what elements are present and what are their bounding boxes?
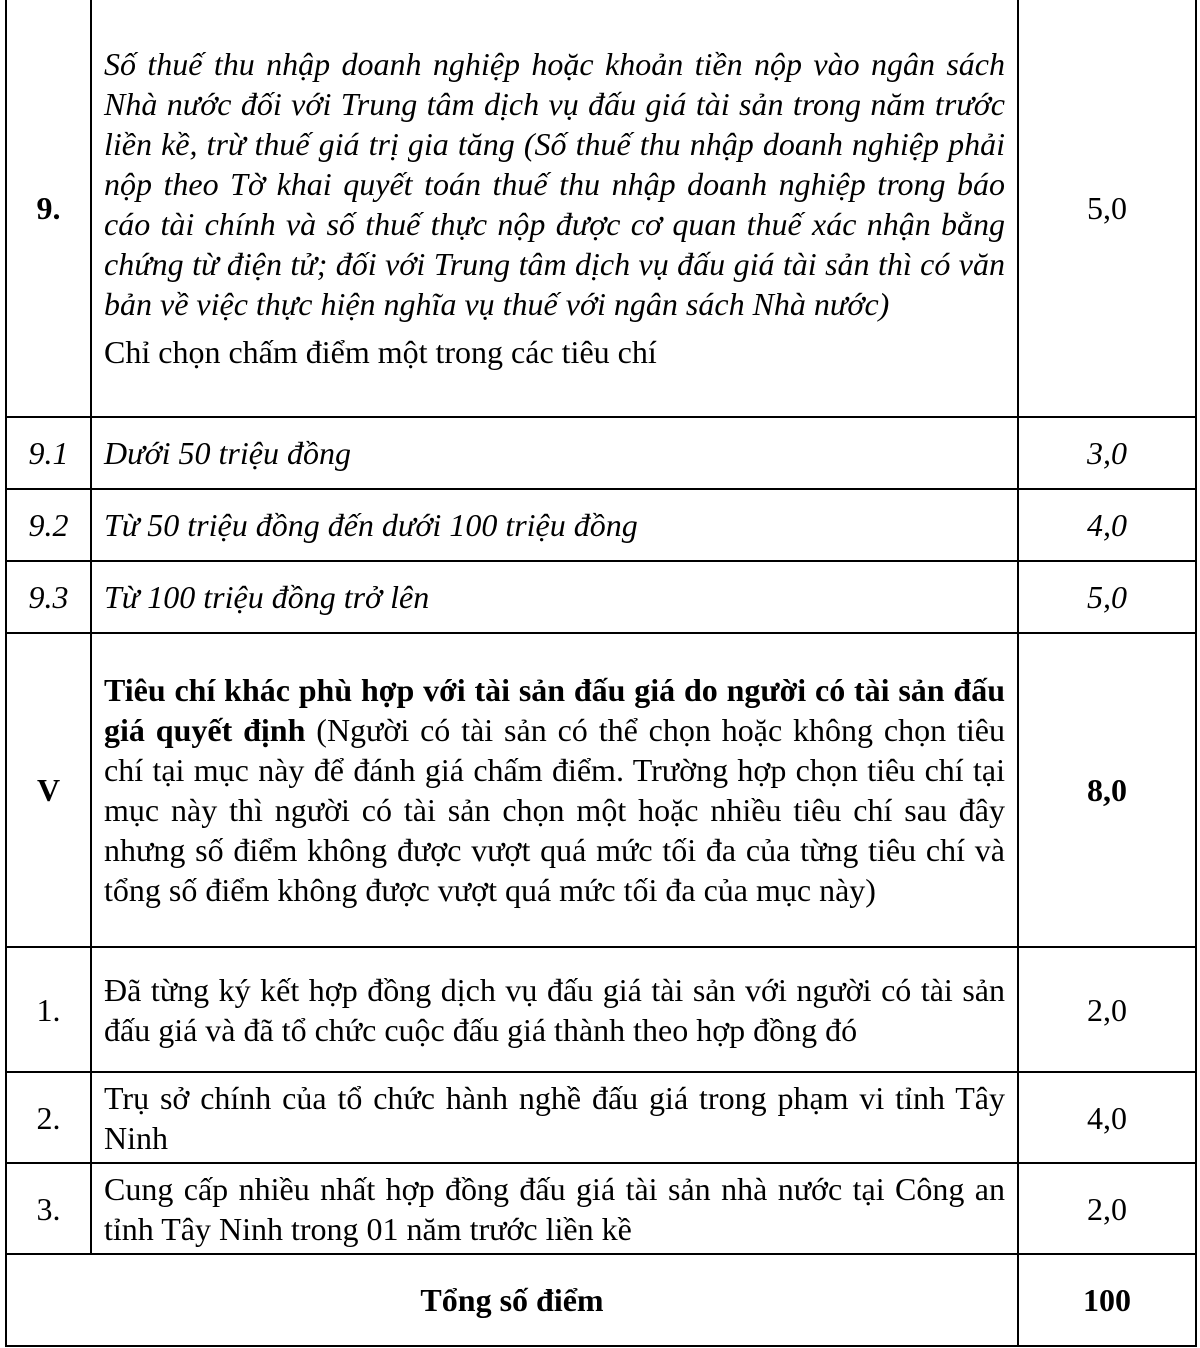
score-cell: 4,0	[1018, 1072, 1196, 1163]
score-cell: 2,0	[1018, 1163, 1196, 1254]
criterion-text	[91, 633, 1018, 947]
row-number: 9.	[6, 0, 91, 417]
criterion-text: Dưới 50 triệu đồng	[91, 417, 1018, 489]
score-cell: 3,0	[1018, 417, 1196, 489]
table-row	[6, 1072, 1196, 1163]
row-number: V	[6, 633, 91, 947]
total-label: Tổng số điểm	[6, 1254, 1018, 1346]
table-row	[6, 633, 1196, 947]
criteria-table	[5, 0, 1197, 1347]
row-number: 1.	[6, 947, 91, 1072]
score-cell: 5,0	[1018, 0, 1196, 417]
criterion-text: Trụ sở chính của tổ chức hành nghề đấu giá trong phạm vi tỉnh Tây Ninh	[91, 1072, 1018, 1163]
criterion-note: Chỉ chọn chấm điểm một trong các tiêu chí	[104, 334, 657, 370]
criterion-text	[91, 0, 1018, 417]
score-cell: 2,0	[1018, 947, 1196, 1072]
criterion-description: (Người có tài sản có thể chọn hoặc không chọn tiêu chí tại mục này để đánh giá chấm điểm. Trường hợp chọn tiêu chí tại mục này thì người có tài sản chọn một hoặc nhiều tiêu chí sau đây nhưng số điểm không được vượt quá mức tối đa của từng tiêu chí và tổng số điểm không được vượt quá mức tối đa của mục này)	[104, 712, 1006, 908]
table-row	[6, 489, 1196, 561]
criterion-description: Số thuế thu nhập doanh nghiệp hoặc khoản tiền nộp vào ngân sách Nhà nước đối với Trung tâm dịch vụ đấu giá tài sản trong năm trước liền kề, trừ thuế giá trị gia tăng (Số thuế thu nhập doanh nghiệp phải nộp theo Tờ khai quyết toán thuế thu nhập doanh nghiệp trong báo cáo tài chính và số thuế thực nộp được cơ quan thuế xác nhận bằng chứng từ điện tử; đối với Trung tâm dịch vụ đấu giá tài sản thì có văn bản về việc thực hiện nghĩa vụ thuế với ngân sách Nhà nước)	[104, 46, 1005, 322]
criterion-text: Đã từng ký kết hợp đồng dịch vụ đấu giá tài sản với người có tài sản đấu giá và đã tổ chức cuộc đấu giá thành theo hợp đồng đó	[91, 947, 1018, 1072]
row-number: 9.2	[6, 489, 91, 561]
score-cell: 5,0	[1018, 561, 1196, 633]
row-number: 2.	[6, 1072, 91, 1163]
row-number: 9.3	[6, 561, 91, 633]
total-row	[6, 1254, 1196, 1346]
table-row	[6, 0, 1196, 417]
criterion-text: Cung cấp nhiều nhất hợp đồng đấu giá tài sản nhà nước tại Công an tỉnh Tây Ninh trong 01 năm trước liền kề	[91, 1163, 1018, 1254]
score-cell: 4,0	[1018, 489, 1196, 561]
criterion-heading: Tiêu chí khác phù hợp với tài sản đấu giá do người có tài sản đấu giá quyết định	[104, 672, 1005, 748]
table-row	[6, 561, 1196, 633]
criterion-text: Từ 100 triệu đồng trở lên	[91, 561, 1018, 633]
row-number: 9.1	[6, 417, 91, 489]
table-row	[6, 947, 1196, 1072]
row-number: 3.	[6, 1163, 91, 1254]
criterion-text: Từ 50 triệu đồng đến dưới 100 triệu đồng	[91, 489, 1018, 561]
table-row	[6, 417, 1196, 489]
table-row	[6, 1163, 1196, 1254]
score-cell: 8,0	[1018, 633, 1196, 947]
total-score: 100	[1018, 1254, 1196, 1346]
